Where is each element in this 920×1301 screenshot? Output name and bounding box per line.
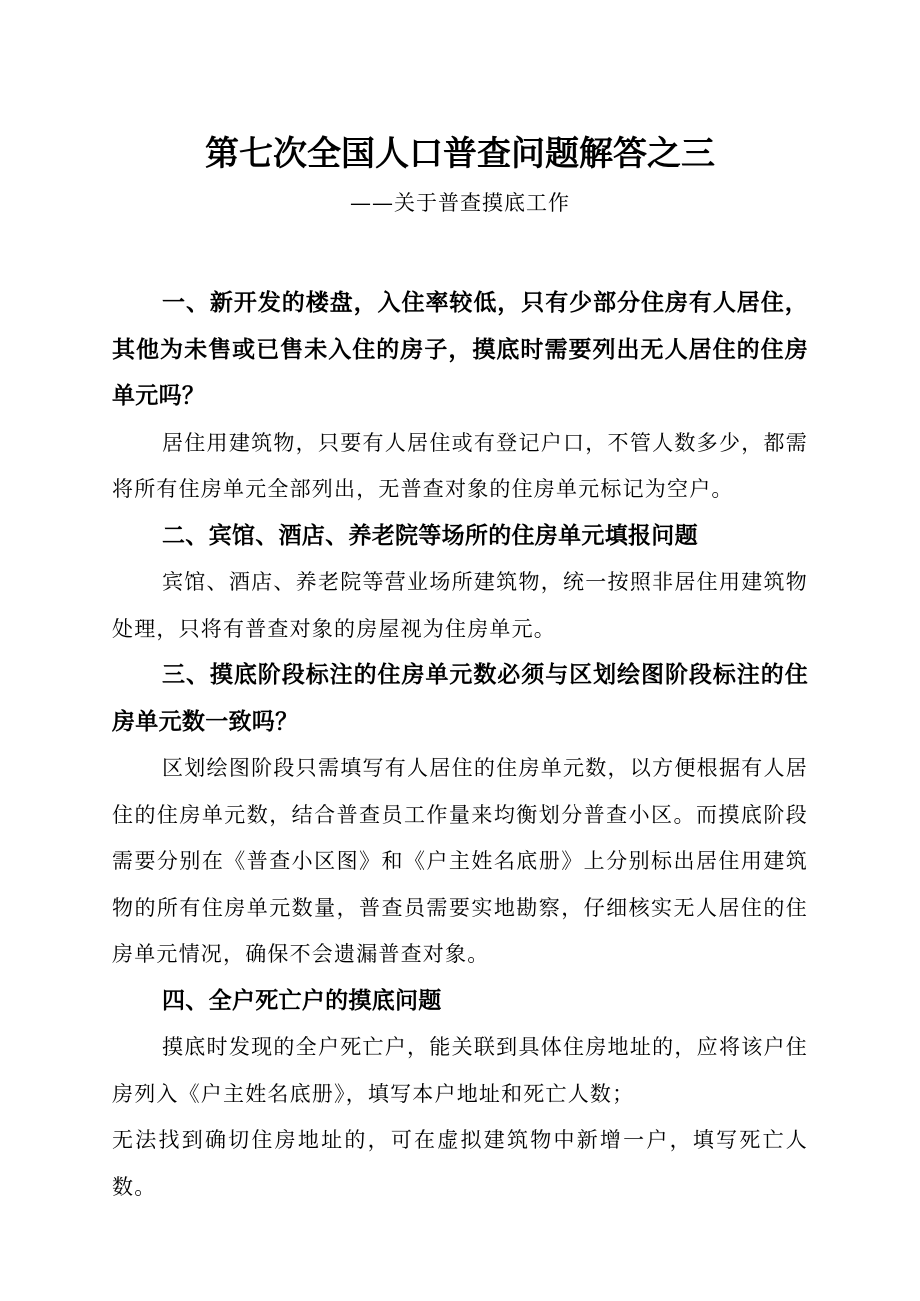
question-3: 三、摸底阶段标注的住房单元数必须与区划绘图阶段标注的住房单元数一致吗？ <box>112 662 808 735</box>
answer-3: 区划绘图阶段只需填写有人居住的住房单元数，以方便根据有人居住的住房单元数，结合普查员工作量来均衡划分普查小区。而摸底阶段需要分别在《普查小区图》和《户主姓名底册》上分别标出居住用建筑物的所有住房单元数量，普查员需要实地勘察，仔细核实无人居住的住房单元情况，确保不会遗漏普查对象。 <box>112 756 808 966</box>
document-title: 第七次全国人口普查问题解答之三 <box>205 134 715 174</box>
answer-4-continued: 无法找到确切住房地址的，可在虚拟建筑物中新增一户，填写死亡人数。 <box>112 1128 808 1199</box>
question-1: 一、新开发的楼盘，入住率较低，只有少部分住房有人居住，其他为未售或已售未入住的房子，摸底时需要列出无人居住的住房单元吗？ <box>112 290 808 409</box>
document-body <box>112 280 808 1210</box>
question-4: 四、全户死亡户的摸底问题 <box>162 987 442 1014</box>
answer-2: 宾馆、酒店、养老院等营业场所建筑物，统一按照非居住用建筑物处理，只将有普查对象的房屋视为住房单元。 <box>112 570 808 641</box>
document-subtitle: ——关于普查摸底工作 <box>350 191 570 215</box>
question-2: 二、宾馆、酒店、养老院等场所的住房单元填报问题 <box>162 522 698 549</box>
answer-4: 摸底时发现的全户死亡户，能关联到具体住房地址的，应将该户住房列入《户主姓名底册》，填写本户地址和死亡人数； <box>112 1035 808 1106</box>
answer-1: 居住用建筑物，只要有人居住或有登记户口，不管人数多少，都需将所有住房单元全部列出，无普查对象的住房单元标记为空户。 <box>112 430 808 501</box>
